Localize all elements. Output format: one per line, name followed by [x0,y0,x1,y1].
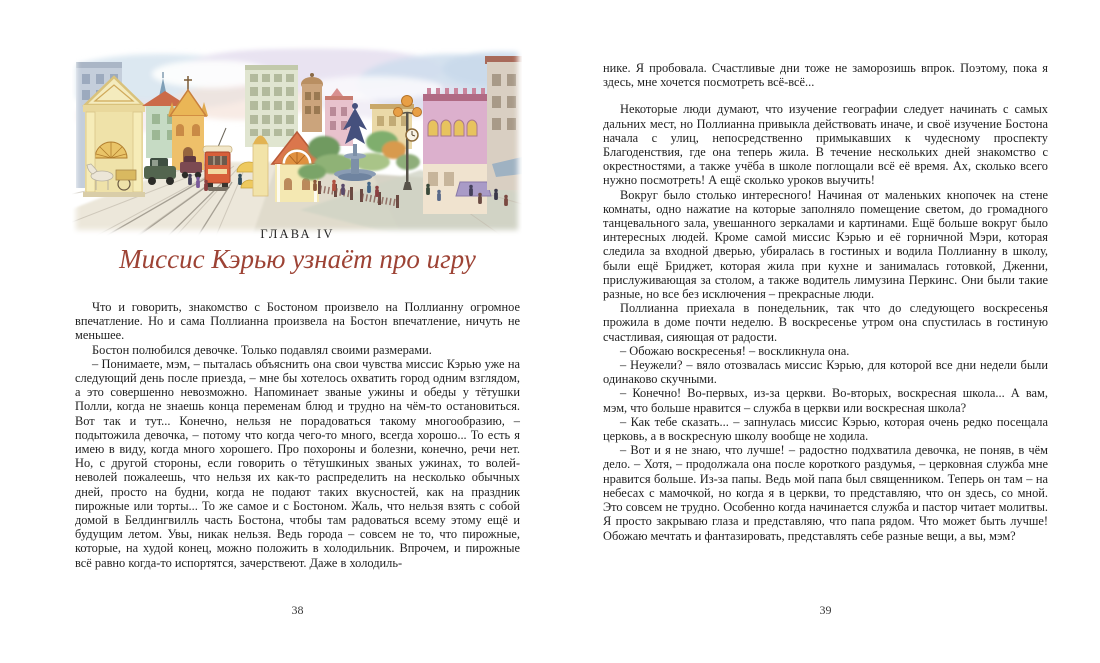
paragraph: Бостон полюбился девочке. Только подавлял своими размерами. [92,342,432,357]
page-right [603,0,1048,663]
chapter-title: Миссис Кэрью узнаёт про игру [119,244,476,274]
paragraph: Некоторые люди думают, что изучение географии следует начинать с самых дальних мест, но Поллианна привыкла действовать иначе, и своё изучение Бостона начала с улиц, непосредственно примыкавших к чудесному проспекту Благоденствия, где она теперь жила. В течение нескольких дней знакомство с окрестностями, а также учёба в школе поглощали всё её время. Ах, сколько всего нужно посмотреть! А ещё сколько уроков выучить! [603,102,1048,188]
paragraph: – Обожаю воскресенья! – воскликнула она. [620,343,850,358]
paragraph: – Неужели? – вяло отозвалась миссис Кэрью, для которой все дни недели были одинаково скучными. [603,358,1048,387]
paragraph: Поллианна приехала в понедельник, так что до следующего воскресенья прожила в доме почти неделю. В воскресенье утром она спустилась в гостиную счастливая, сияющая от радости. [603,301,1048,344]
page-number-right: 39 [819,603,832,617]
left-page-text [75,300,520,570]
page-number-left: 38 [291,603,304,617]
paragraph: нике. Я пробовала. Счастливые дни тоже не заморозишь впрок. Поэтому, пока я здесь, мне хочется посмотреть всё-всё... [603,61,1048,90]
right-page-text [603,61,1048,543]
page-left [75,0,520,663]
paragraph: – Понимаете, мэм, – пыталась объяснить она свои чувства миссис Кэрью уже на следующий день после приезда, – мне бы хотелось охватить город одним взглядом, а это совершенно невозможно. Напоминает званые ужины и обеды у тётушки Полли, когда не знаешь конца переменам блюд и трудно на чём-то остановиться. Вот так и тут... Конечно, нельзя не порадоваться такому многообразию, – подытожила девочка, – потому что когда чего-то много, всегда хорошо... То есть я имею в виду, когда много хорошего. Про похороны и болезни, конечно, речи нет. Но, с другой стороны, если говорить о тётушкиных званых ужинах, то волей-неволей пожалеешь, что нельзя их как-то распределить на несколько обычных дней, просто на будни, когда не подают таких вкусностей, как на праздник пирожные или торты... То же самое и с Бостоном. Жаль, что нельзя взять с собой домой в Белдингвилль часть Бостона, чтобы там радоваться всему этому ещё и будущим летом. Увы, никак нельзя. Ведь города – совсем не то, что пирожные, которые, на худой конец, можно положить в холодильник. Впрочем, и пирожные всё равно когда-то испортятся, зачерствеют. Даже в холодиль- [75,356,520,570]
paragraph: – Вот и я не знаю, что лучше! – радостно подхватила девочка, не поняв, в чём дело. – Хотя, – продолжала она после короткого раздумья, – церковная служба мне нравится больше. Из-за папы. Ведь мой папа был священником. Теперь он там – на небесах с мамочкой, но когда я в церкви, то представляю, что он здесь, со мной. Это совсем не трудно. Особенно когда начинается служба и пастор читает молитвы. Я просто закрываю глаза и представляю, что папа рядом. Что может быть лучше! Обожаю мечтать и фантазировать, представлять себе разные вещи, а вы, мэм? [603,443,1048,543]
paragraph: Что и говорить, знакомство с Бостоном произвело на Поллианну огромное впечатление. Но и сама Поллианна произвела на Бостон впечатление, ничуть не меньшее. [75,300,520,343]
chapter-illustration [72,44,522,236]
paragraph: – Как тебе сказать... – запнулась миссис Кэрью, которая очень редко посещала церковь, а в воскресную школу вообще не ходила. [603,414,1048,444]
paragraph: – Конечно! Во-первых, из-за церкви. Во-вторых, воскресная школа... А вам, мэм, что больше нравится – служба в церкви или воскресная школа? [603,386,1048,415]
chapter-label: ГЛАВА IV [260,227,335,241]
paragraph: Вокруг было столько интересного! Начиная от маленьких кнопочек на стене комнаты, одно нажатие на которые заполняло помещение светом, до громадного танцевального зала, увешанного зеркалами и картинами. Ещё больше вокруг было интересных людей. Кроме самой миссис Кэрью и её горничной Мэри, которая следила за входной дверью, убиралась в гостиных и водила Поллианну в школу, были ещё Бриджет, которая жила при кухне и занималась готовкой, Дженни, прислуживающая за столом, а также водитель лимузина Перкинс. Они были такие разные, но все без исключения – прекрасные люди. [603,187,1048,302]
